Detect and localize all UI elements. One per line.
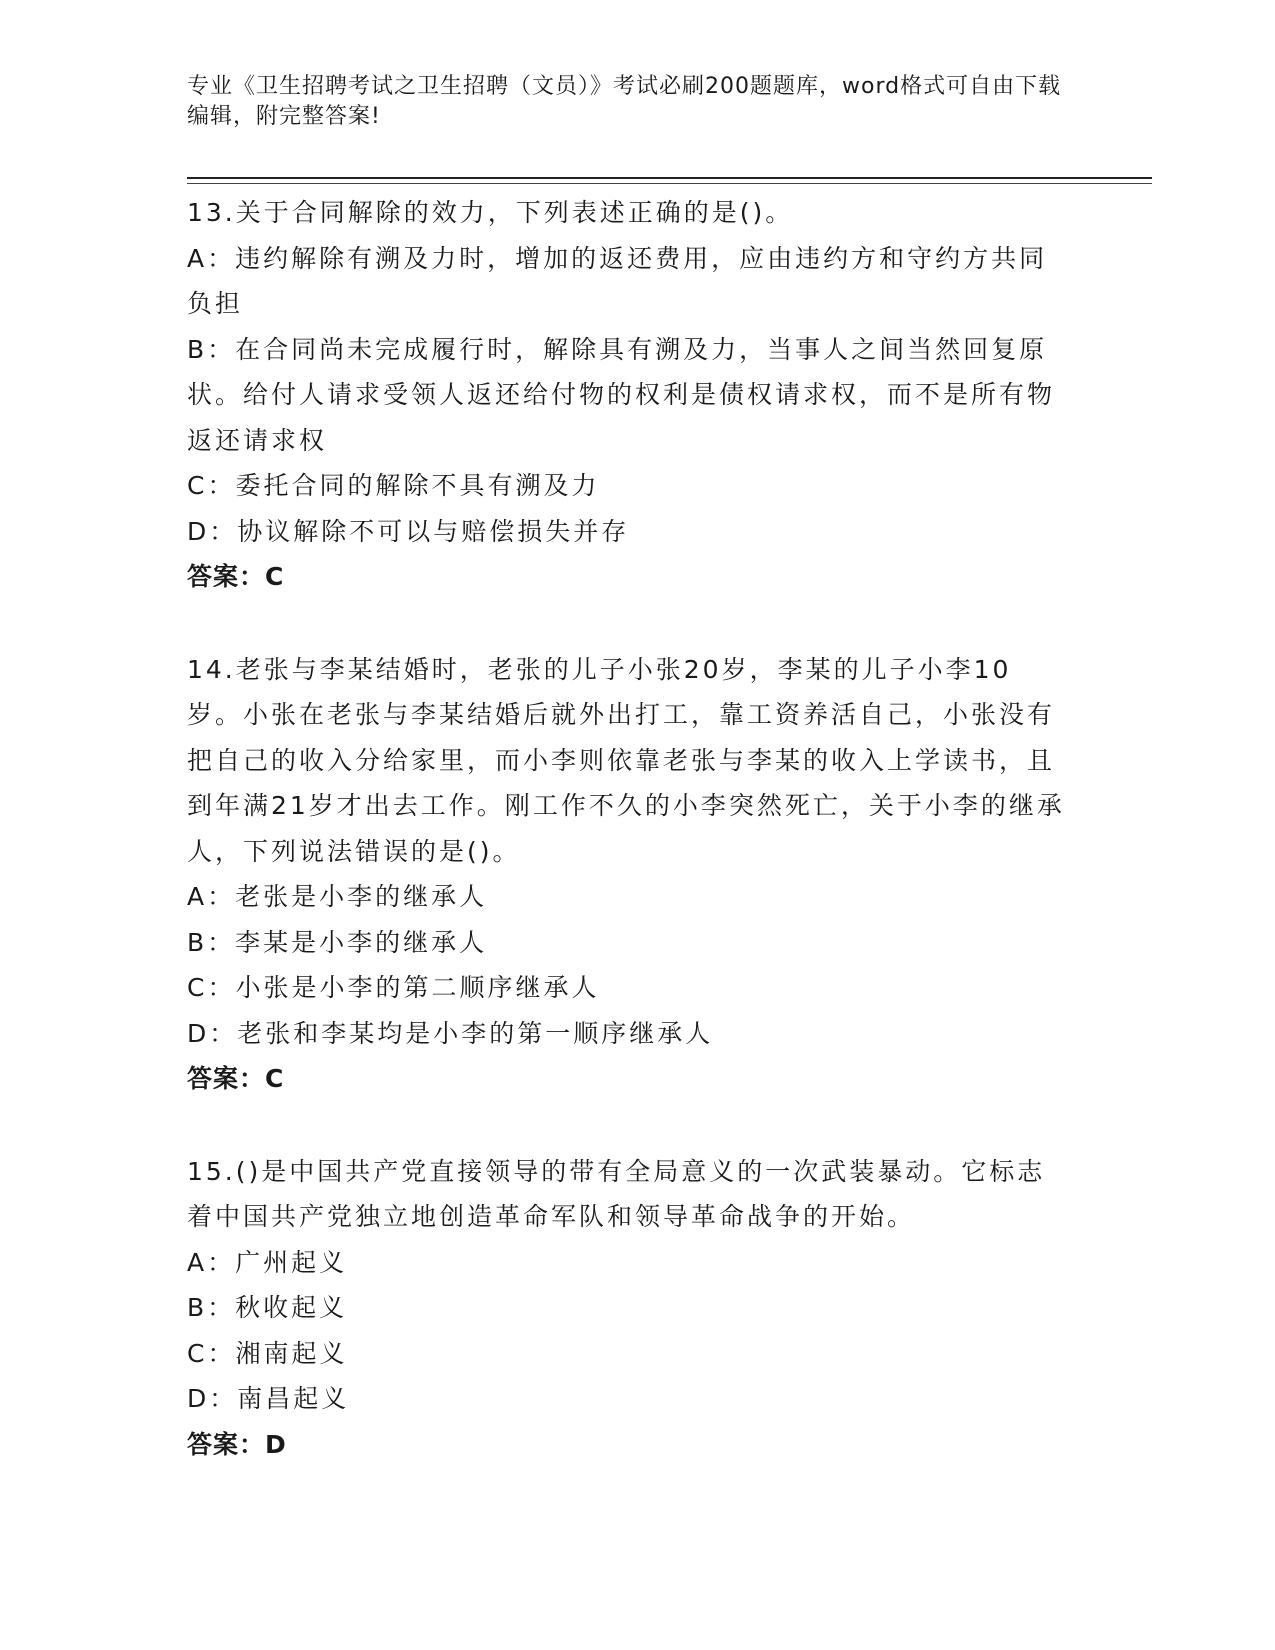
option-d: D：老张和李某均是小李的第一顺序继承人	[187, 1018, 714, 1048]
question-stem: 13.关于合同解除的效力，下列表述正确的是()。	[187, 198, 794, 227]
question-14	[187, 647, 1067, 1102]
option-b: B：李某是小李的继承人	[187, 927, 488, 957]
question-stem: 14.老张与李某结婚时，老张的儿子小张20岁，李某的儿子小李10岁。小张在老张与李某结婚后就外出打工，靠工资养活自己，小张没有把自己的收入分给家里，而小李则依靠老张与李某的收入上学读书，且到年满21岁才出去工作。刚工作不久的小李突然死亡，关于小李的继承人，下列说法错误的是()。	[187, 654, 1065, 866]
header-divider-thin	[187, 183, 1152, 184]
option-a: A：广州起义	[187, 1247, 348, 1277]
question-13	[187, 190, 1067, 600]
question-stem: 15.()是中国共产党直接领导的带有全局意义的一次武装暴动。它标志着中国共产党独立地创造革命军队和领导革命战争的开始。	[187, 1156, 1046, 1231]
answer: 答案：D	[187, 1429, 287, 1459]
option-c: C：委托合同的解除不具有溯及力	[187, 471, 600, 500]
question-15	[187, 1149, 1067, 1468]
question-list	[187, 190, 1067, 1514]
option-b: B：秋收起义	[187, 1293, 348, 1322]
answer: 答案：C	[187, 562, 285, 591]
option-a: A：违约解除有溯及力时，增加的返还费用，应由违约方和守约方共同负担	[187, 243, 1048, 318]
document-header: 专业《卫生招聘考试之卫生招聘（文员）》考试必刷200题题库，word格式可自由下载编辑，附完整答案!	[187, 74, 1062, 129]
answer: 答案：C	[187, 1064, 285, 1093]
option-d: D：协议解除不可以与赔偿损失并存	[187, 516, 630, 546]
option-c: C：小张是小李的第二顺序继承人	[187, 973, 600, 1002]
header-divider-thick	[187, 177, 1152, 179]
option-d: D：南昌起义	[187, 1384, 350, 1413]
option-b: B：在合同尚未完成履行时，解除具有溯及力，当事人之间当然回复原状。给付人请求受领人返还给付物的权利是债权请求权，而不是所有物返还请求权	[187, 334, 1056, 455]
option-c: C：湘南起义	[187, 1338, 348, 1368]
option-a: A：老张是小李的继承人	[187, 882, 488, 911]
